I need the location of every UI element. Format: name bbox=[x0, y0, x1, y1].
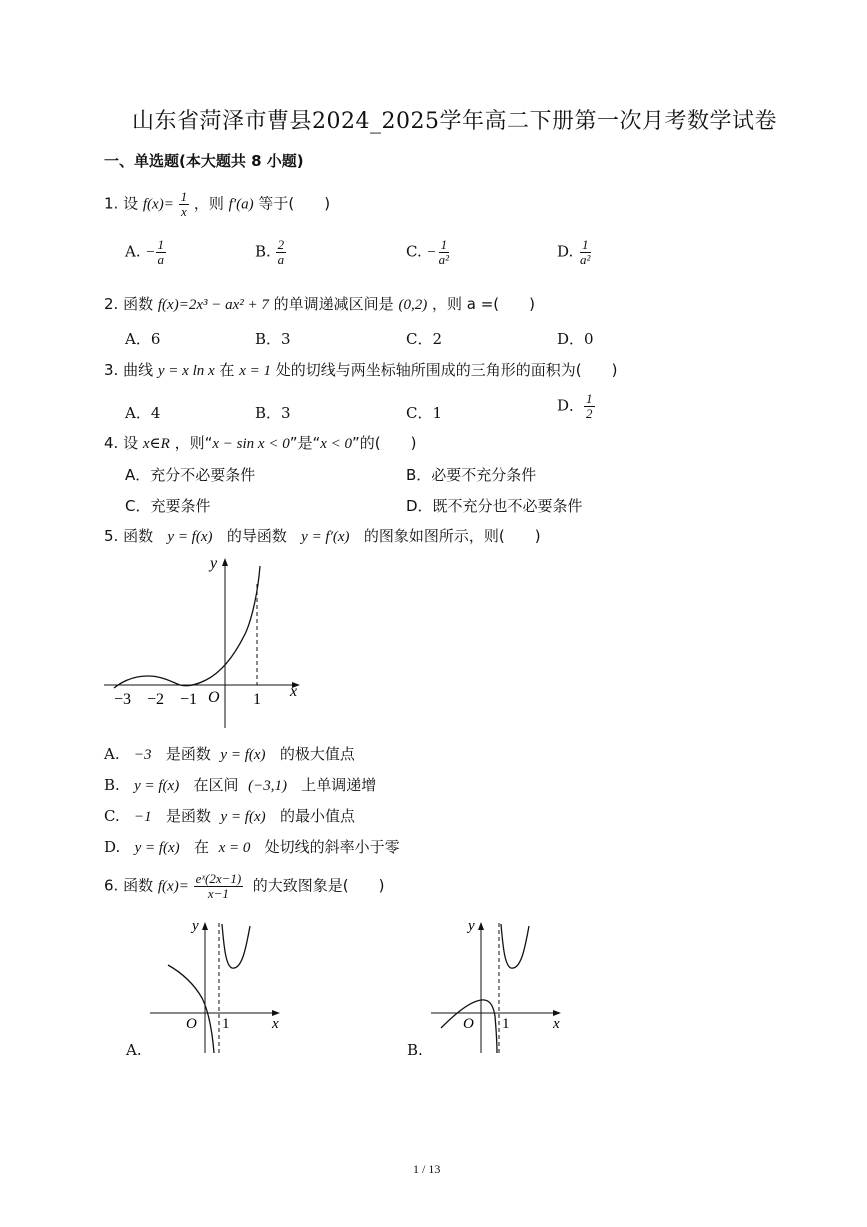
q2-interval: (0,2) bbox=[398, 297, 428, 313]
y-axis-arrow bbox=[202, 922, 208, 930]
q1-suffix: 等于( ) bbox=[258, 194, 331, 213]
y-axis-arrow bbox=[222, 558, 228, 566]
q6-graph-b bbox=[425, 918, 595, 1058]
q4-condition-2: x < 0 bbox=[320, 436, 353, 452]
q4-option-d: D．既不充分也不必要条件 bbox=[406, 497, 583, 515]
q4-option-c: C．充要条件 bbox=[125, 497, 211, 515]
q6-graph-a bbox=[120, 918, 290, 1058]
svg-text:x: x bbox=[272, 1016, 279, 1032]
question-5: 5. 函数 y = f(x) 的导函数 y = f′(x) 的图象如图所示，则( ) bbox=[104, 527, 541, 545]
right-branch bbox=[501, 924, 529, 968]
q4-condition-1: x − sin x < 0 bbox=[212, 436, 290, 452]
q3-point: x = 1 bbox=[239, 363, 271, 379]
q5-option-d: D. y = f(x) 在 x = 0 处切线的斜率小于零 bbox=[104, 838, 400, 856]
tick-label-1: 1 bbox=[253, 691, 261, 708]
q1-option-a: A. − $\frac{1}{a}$ bbox=[125, 237, 165, 267]
left-branch bbox=[168, 965, 214, 1053]
svg-text:O: O bbox=[186, 1016, 197, 1032]
page-number: 1 / 13 bbox=[413, 1162, 441, 1176]
q2-option-c: C．2 bbox=[406, 330, 443, 348]
question-6: 6. 函数 f(x)= $\frac{\text{eˣ(2x−1)}}{x-1}$ 的大致图象是( ) bbox=[104, 871, 385, 901]
y-axis-arrow bbox=[478, 922, 484, 930]
q3-expression: y = x ln x bbox=[157, 363, 215, 379]
q1-function: f(x)= bbox=[142, 196, 174, 213]
q1-option-d: D. $\frac{1}{\text{a²}}$ bbox=[557, 237, 591, 267]
q3-option-a: A．4 bbox=[125, 404, 161, 422]
question-2: 2. 函数 f(x)=2x³ − ax² + 7 的单调递减区间是 (0,2) ，则 a =( ) bbox=[104, 295, 535, 313]
x-label: x bbox=[290, 683, 298, 700]
derivative-curve bbox=[114, 566, 260, 688]
q1-option-b: B. $\frac{2}{a}$ bbox=[255, 237, 285, 267]
svg-text:y: y bbox=[192, 918, 199, 934]
tick-label-neg1: −1 bbox=[180, 691, 198, 708]
q3-option-d: D． $\frac{1}{2}$ bbox=[557, 391, 593, 421]
question-3: 3. 曲线 y = x ln x 在 x = 1 处的切线与两坐标轴所围成的三角形的面积为( ) bbox=[104, 361, 618, 379]
q5-option-a: A. −3 是函数 y = f(x) 的极大值点 bbox=[104, 745, 355, 763]
q5-option-c: C. −1 是函数 y = f(x) 的最小值点 bbox=[104, 807, 355, 825]
origin-label: O bbox=[208, 689, 220, 706]
q1-derivative: f′(a) bbox=[228, 196, 254, 213]
q1-prefix: 1. 设 bbox=[104, 194, 139, 213]
question-1 bbox=[104, 190, 330, 219]
svg-text:x: x bbox=[553, 1016, 560, 1032]
q3-option-c: C．1 bbox=[406, 404, 443, 422]
section-heading: 一、单选题(本大题共 8 小题) bbox=[104, 152, 304, 170]
svg-text:O: O bbox=[463, 1016, 474, 1032]
q4-option-a: A．充分不必要条件 bbox=[125, 466, 256, 484]
question-4: 4. 设 x∈R ，则“x − sin x < 0”是“x < 0”的( ) bbox=[104, 434, 417, 452]
svg-text:y: y bbox=[468, 918, 475, 934]
y-label: y bbox=[210, 555, 218, 572]
q2-option-b: B．3 bbox=[255, 330, 291, 348]
q1-option-c: C. − $\frac{1}{\text{a²}}$ bbox=[406, 237, 450, 267]
q2-option-a: A．6 bbox=[125, 330, 161, 348]
q5-derivative-graph bbox=[100, 552, 310, 734]
q4-option-b: B．必要不充分条件 bbox=[406, 466, 537, 484]
q5-option-b: B. y = f(x) 在区间 (−3,1) 上单调递增 bbox=[104, 776, 377, 794]
right-branch bbox=[222, 924, 250, 968]
svg-text:1: 1 bbox=[502, 1016, 510, 1032]
q6-fraction: $\frac{\text{eˣ(2x−1)}}{x-1}$ bbox=[195, 871, 242, 901]
q2-expression: f(x)=2x³ − ax² + 7 bbox=[157, 297, 269, 313]
q2-option-d: D．0 bbox=[557, 330, 594, 348]
tick-label-neg3: −3 bbox=[114, 691, 132, 708]
tick-label-neg2: −2 bbox=[147, 691, 165, 708]
page-title: 山东省菏泽市曹县2024_2025学年高二下册第一次月考数学试卷 bbox=[132, 109, 777, 134]
q1-mid: ，则 bbox=[193, 194, 224, 213]
q1-fraction: $\frac{1}{x}$ bbox=[180, 189, 188, 219]
q6-option-b-label: B. bbox=[407, 1041, 423, 1059]
q3-option-b: B．3 bbox=[255, 404, 291, 422]
svg-text:1: 1 bbox=[222, 1016, 230, 1032]
q6-option-a-label: A. bbox=[126, 1041, 142, 1059]
